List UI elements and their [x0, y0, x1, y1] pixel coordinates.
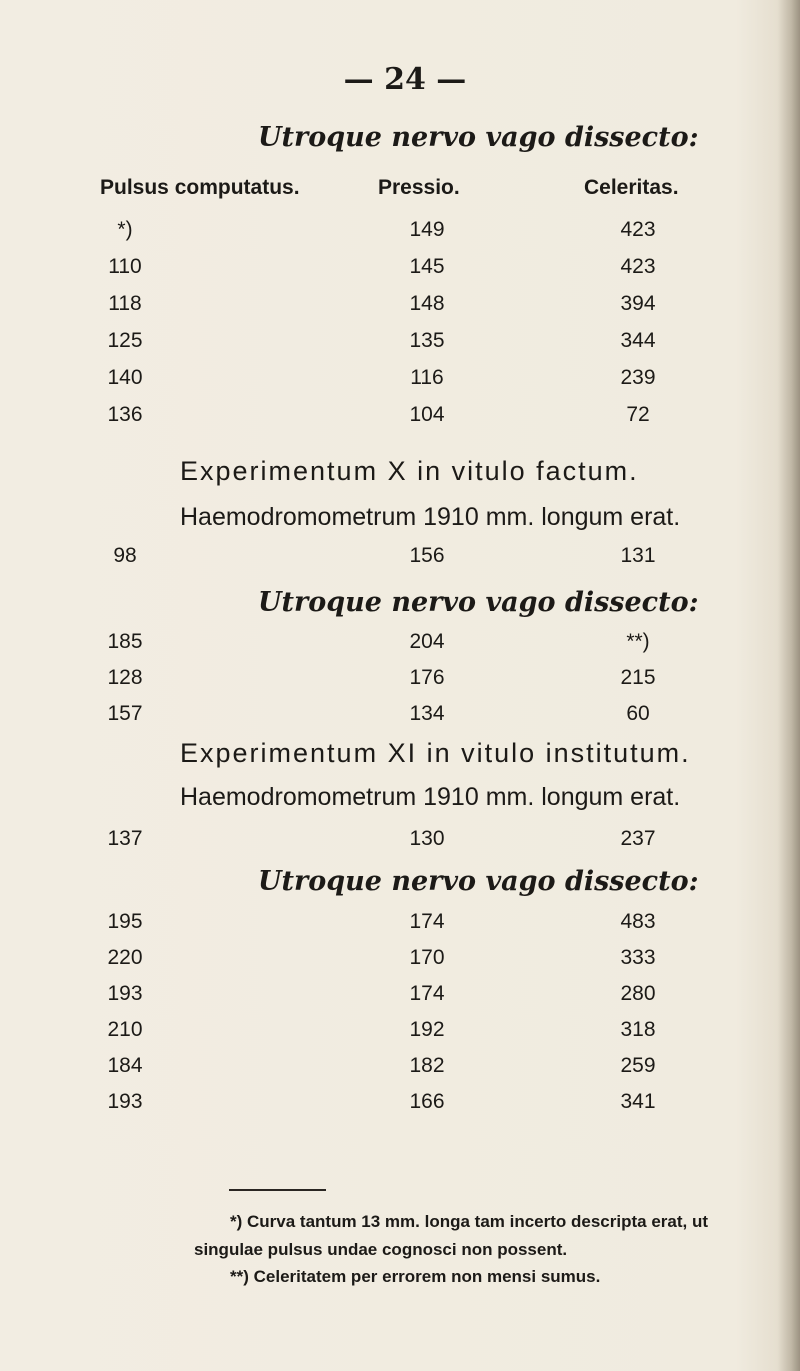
- table-cell: 210: [107, 1018, 143, 1041]
- exp10-haemodromometrum: Haemodromometrum 1910 mm. longum erat.: [180, 503, 681, 531]
- table-cell: 239: [620, 366, 656, 389]
- exp11-heading: Utroque nervo vago dissecto:: [258, 866, 699, 897]
- baseline-value: 131: [620, 544, 656, 567]
- table-cell: *): [117, 218, 133, 241]
- table-cell: 149: [409, 218, 445, 241]
- table-cell: 145: [409, 255, 445, 278]
- col-header-celeritas: Celeritas.: [584, 176, 679, 199]
- table-cell: 157: [107, 702, 143, 725]
- table-cell: 116: [410, 366, 444, 389]
- table-cell: 176: [409, 666, 445, 689]
- table-cell: 185: [107, 630, 143, 653]
- table-cell: 344: [620, 329, 656, 352]
- baseline-value: 130: [409, 827, 445, 850]
- table-cell: 125: [107, 329, 143, 352]
- table-cell: 184: [107, 1054, 143, 1077]
- table-cell: 170: [409, 946, 445, 969]
- table-cell: 318: [620, 1018, 656, 1041]
- table-cell: 341: [620, 1090, 656, 1113]
- table-cell: 60: [626, 702, 650, 725]
- col-header-pulsus: Pulsus computatus.: [100, 176, 300, 199]
- table-cell: 195: [107, 910, 143, 933]
- baseline-value: 237: [620, 827, 656, 850]
- table-cell: 135: [409, 329, 445, 352]
- table-cell: 174: [409, 982, 445, 1005]
- table-cell: 280: [620, 982, 656, 1005]
- footnote-1: *) Curva tantum 13 mm. longa tam incerto descripta erat, ut: [230, 1212, 709, 1231]
- page-edge-shadow: [778, 0, 800, 1371]
- table-cell: 215: [620, 666, 656, 689]
- table-cell: 193: [107, 1090, 143, 1113]
- table-cell: 193: [107, 982, 143, 1005]
- baseline-value: 137: [107, 827, 143, 850]
- table-cell: 204: [409, 630, 445, 653]
- baseline-value: 156: [409, 544, 445, 567]
- exp11-title: Experimentum XI in vitulo institutum.: [180, 738, 691, 768]
- table-cell: 128: [107, 666, 143, 689]
- table-cell: 140: [107, 366, 143, 389]
- footnote-2: **) Celeritatem per errorem non mensi sumus.: [230, 1267, 601, 1286]
- table-cell: 110: [108, 255, 142, 278]
- col-header-pressio: Pressio.: [378, 176, 460, 199]
- table-cell: 182: [409, 1054, 445, 1077]
- table-cell: 483: [620, 910, 656, 933]
- table-cell: 394: [620, 292, 656, 315]
- table-cell: 104: [409, 403, 445, 426]
- table-cell: 136: [107, 403, 143, 426]
- table-cell: 333: [620, 946, 656, 969]
- table-cell: 220: [107, 946, 143, 969]
- table-cell: 134: [409, 702, 445, 725]
- table-cell: 118: [108, 292, 142, 315]
- table-cell: 174: [409, 910, 445, 933]
- table-cell: 72: [626, 403, 650, 426]
- table-cell: 259: [620, 1054, 656, 1077]
- exp10-title: Experimentum X in vitulo factum.: [180, 456, 639, 486]
- table-cell: 148: [409, 292, 445, 315]
- table-cell: 166: [409, 1090, 445, 1113]
- section1-heading: Utroque nervo vago dissecto:: [258, 122, 699, 153]
- table-cell: 423: [620, 218, 656, 241]
- exp10-heading: Utroque nervo vago dissecto:: [258, 587, 699, 618]
- page-number: — 24 —: [343, 62, 467, 97]
- table-cell: 423: [620, 255, 656, 278]
- footnote-1-continued: singulae pulsus undae cognosci non possent.: [194, 1240, 568, 1259]
- baseline-value: 98: [113, 544, 137, 567]
- table-cell: **): [626, 630, 650, 653]
- footnote-rule: [229, 1189, 326, 1191]
- table-cell: 192: [409, 1018, 445, 1041]
- exp11-haemodromometrum: Haemodromometrum 1910 mm. longum erat.: [180, 783, 681, 811]
